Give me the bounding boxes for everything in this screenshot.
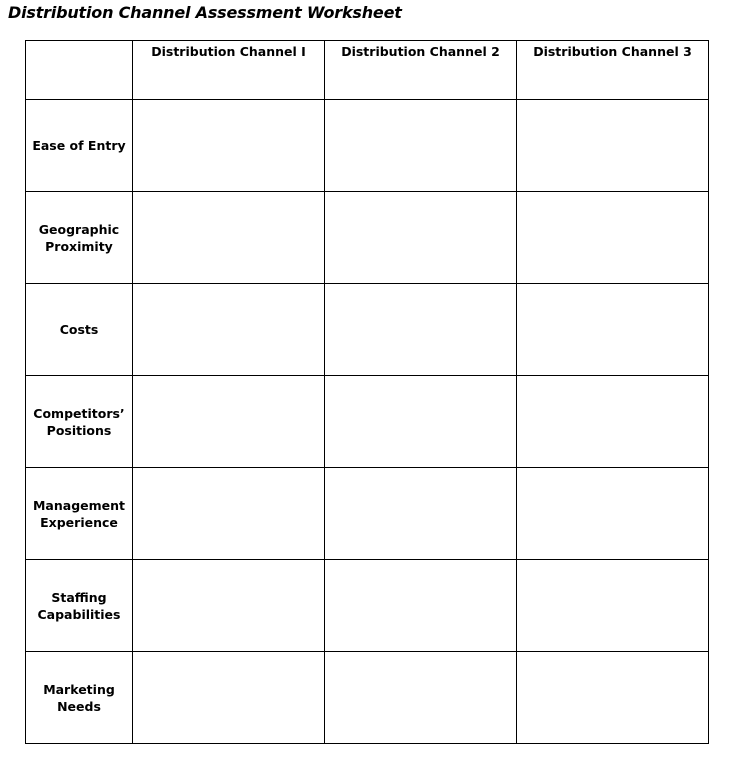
row-label-line: Positions bbox=[46, 422, 112, 438]
table-cell[interactable] bbox=[325, 468, 517, 560]
header-corner-cell bbox=[26, 41, 133, 100]
row-label-line: Capabilities bbox=[37, 606, 121, 622]
worksheet-title: Distribution Channel Assessment Worksheet bbox=[8, 3, 402, 22]
row-label-staffing-capabilities bbox=[26, 560, 133, 652]
table-cell[interactable] bbox=[133, 560, 325, 652]
row-label-management-experience bbox=[26, 468, 133, 560]
table-row bbox=[26, 192, 709, 284]
table-cell[interactable] bbox=[325, 100, 517, 192]
table-cell[interactable] bbox=[133, 284, 325, 376]
row-label-line: Geographic bbox=[38, 221, 120, 237]
header-row bbox=[26, 41, 709, 100]
table-cell[interactable] bbox=[325, 376, 517, 468]
table-cell[interactable] bbox=[133, 468, 325, 560]
table-cell[interactable] bbox=[517, 376, 709, 468]
table-row bbox=[26, 100, 709, 192]
table-row bbox=[26, 376, 709, 468]
row-label-marketing-needs bbox=[26, 652, 133, 744]
row-label-line: Marketing bbox=[43, 681, 115, 697]
table-row bbox=[26, 560, 709, 652]
row-label-line: Competitors’ bbox=[33, 405, 125, 421]
table-cell[interactable] bbox=[517, 284, 709, 376]
table-cell[interactable] bbox=[517, 100, 709, 192]
table-cell[interactable] bbox=[517, 652, 709, 744]
table-cell[interactable] bbox=[133, 100, 325, 192]
table-cell[interactable] bbox=[133, 376, 325, 468]
header-channel-1: Distribution Channel I bbox=[133, 41, 325, 100]
row-label-line: Costs bbox=[59, 322, 99, 337]
row-label-line: Experience bbox=[40, 514, 118, 530]
table-cell[interactable] bbox=[325, 560, 517, 652]
table-row bbox=[26, 284, 709, 376]
row-label-geographic-proximity bbox=[26, 192, 133, 284]
table-row bbox=[26, 652, 709, 744]
table-cell[interactable] bbox=[133, 652, 325, 744]
assessment-table bbox=[25, 40, 709, 744]
table-cell[interactable] bbox=[325, 284, 517, 376]
table-row bbox=[26, 468, 709, 560]
row-label-line: Needs bbox=[57, 698, 101, 714]
table-cell[interactable] bbox=[133, 192, 325, 284]
row-label-competitors-positions bbox=[26, 376, 133, 468]
row-label-line: Proximity bbox=[45, 238, 113, 254]
header-channel-3: Distribution Channel 3 bbox=[517, 41, 709, 100]
table-cell[interactable] bbox=[517, 192, 709, 284]
table-cell[interactable] bbox=[325, 652, 517, 744]
row-label-costs bbox=[26, 284, 133, 376]
header-channel-2: Distribution Channel 2 bbox=[325, 41, 517, 100]
row-label-line: Staffing bbox=[51, 589, 107, 605]
row-label-line: Management bbox=[32, 497, 125, 513]
row-label-ease-of-entry bbox=[26, 100, 133, 192]
table-cell[interactable] bbox=[517, 560, 709, 652]
row-label-line: Ease of Entry bbox=[32, 138, 126, 153]
table-cell[interactable] bbox=[517, 468, 709, 560]
table-cell[interactable] bbox=[325, 192, 517, 284]
